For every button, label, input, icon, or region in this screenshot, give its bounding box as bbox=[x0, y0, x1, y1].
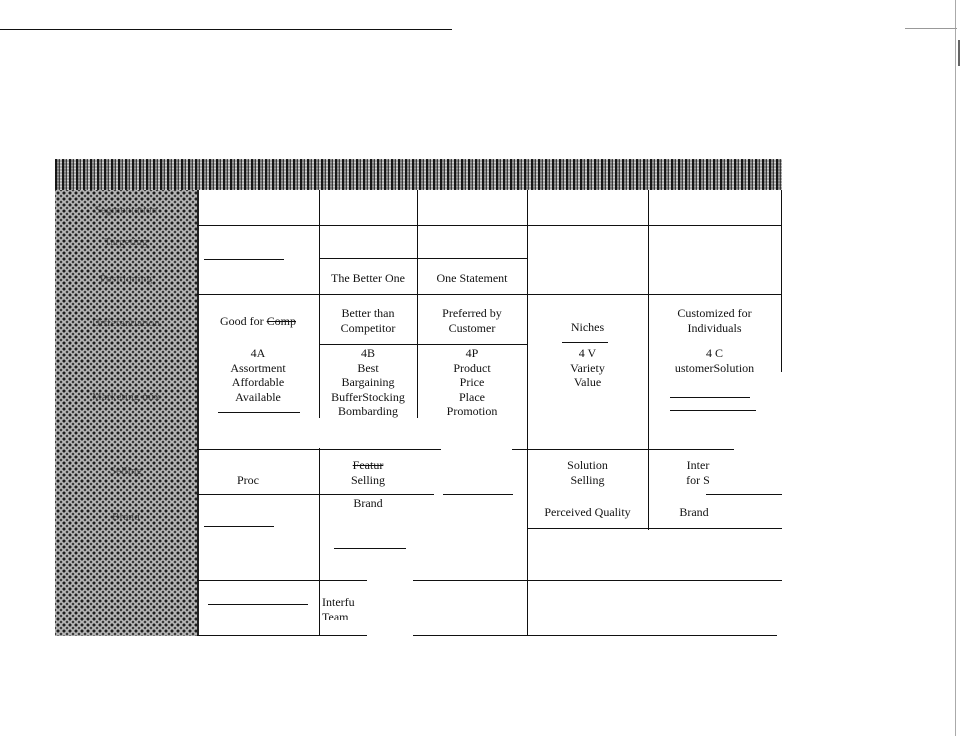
diff-customized-line2: Individuals bbox=[687, 320, 742, 335]
mix-4b-item: Best bbox=[357, 360, 379, 375]
bottom-interfu bbox=[322, 595, 372, 620]
selling-solution-line2: Selling bbox=[570, 472, 605, 487]
grid-h-mix-a bbox=[218, 412, 300, 413]
positioning-better-one: The Better One bbox=[331, 271, 405, 285]
grid-h-row9-a bbox=[197, 580, 367, 581]
row-label-selling: Selling bbox=[109, 465, 143, 477]
mix-4a-item: Assortment bbox=[230, 360, 286, 375]
grid-h-brand-d bbox=[204, 526, 274, 527]
mix-4c-title: 4 C bbox=[705, 346, 723, 360]
diff-preferred-line2: Customer bbox=[448, 320, 496, 335]
grid-h-mix-c1 bbox=[670, 397, 750, 398]
grid-h-mix bbox=[319, 344, 527, 345]
selling-feature-struck: Featur bbox=[352, 458, 384, 472]
mix-4a-item: Available bbox=[235, 389, 281, 404]
mix-4p-item: Place bbox=[459, 389, 485, 404]
diff-customized-line1: Customized for bbox=[677, 306, 752, 320]
selling-solution-line1: Solution bbox=[567, 458, 608, 472]
diff-preferred bbox=[417, 306, 527, 335]
selling-feature bbox=[319, 458, 417, 487]
diff-preferred-line1: Preferred by bbox=[442, 306, 502, 320]
grid-h-mix-c2 bbox=[670, 410, 756, 411]
mix-4b-title: 4B bbox=[360, 346, 375, 360]
top-rule bbox=[0, 29, 452, 30]
grid-h-row8 bbox=[334, 548, 406, 549]
row-label-differentiation: Differentiation bbox=[91, 317, 161, 329]
mix-4p-item: Price bbox=[459, 375, 485, 389]
grid-h-selling-b bbox=[512, 449, 734, 450]
mix-4a-title: 4A bbox=[250, 346, 266, 360]
row-label-column bbox=[55, 190, 199, 636]
diff-better-than-line1: Better than bbox=[341, 306, 395, 320]
diff-better-than bbox=[319, 306, 417, 335]
grid-v-right bbox=[781, 190, 782, 372]
mix-4p-title: 4P bbox=[465, 346, 479, 360]
page-edge-tick bbox=[905, 28, 957, 29]
page-edge-mark bbox=[955, 0, 956, 736]
mix-4b-item: Bombarding bbox=[338, 404, 398, 418]
mix-4c-item: ustomerSolution bbox=[674, 360, 755, 375]
brand-col5: Brand bbox=[679, 505, 709, 519]
grid-h-brand-c bbox=[706, 494, 782, 495]
diff-good-for bbox=[197, 314, 319, 329]
selling-inter-line1: Inter bbox=[686, 458, 710, 472]
mix-4b-item: Bargaining bbox=[341, 375, 395, 389]
bottom-team: Team bbox=[322, 609, 349, 620]
grid-h-diff bbox=[197, 294, 781, 295]
mix-4p-item: Product bbox=[453, 360, 491, 375]
grid-h-targeting bbox=[197, 225, 781, 226]
mix-4a bbox=[197, 346, 319, 404]
grid-v-col4 bbox=[527, 190, 528, 636]
grid-h-row9-c bbox=[208, 604, 308, 605]
positioning-one-statement: One Statement bbox=[436, 271, 508, 285]
brand-col2: Brand bbox=[353, 496, 383, 510]
mix-4v bbox=[527, 346, 648, 390]
selling-feature-line2: Selling bbox=[350, 472, 385, 487]
grid-h-row9-b bbox=[413, 580, 782, 581]
grid-h-pos-b bbox=[319, 258, 527, 259]
row-label-segmentation: Segmentation bbox=[94, 204, 158, 216]
row-label-positioning: Positioning bbox=[99, 273, 153, 285]
selling-inter-line2: for S bbox=[686, 472, 710, 487]
grid-h-brand-b bbox=[443, 494, 513, 495]
selling-solution bbox=[527, 458, 648, 487]
mix-4v-item: Value bbox=[573, 375, 602, 389]
row-label-targeting: Targeting bbox=[104, 236, 148, 248]
row-label-brand: Brand bbox=[112, 511, 140, 523]
mix-4p-item: Promotion bbox=[446, 404, 498, 418]
mix-4v-item: Variety bbox=[570, 360, 605, 375]
mix-4v-title: 4 V bbox=[578, 346, 597, 360]
brand-perceived-quality: Perceived Quality bbox=[544, 505, 631, 519]
mix-4c bbox=[648, 346, 781, 375]
diff-good-for-struck: Comp bbox=[266, 314, 296, 328]
selling-proc: Proc bbox=[237, 473, 259, 487]
diff-good-for-text: Good for bbox=[219, 314, 267, 328]
page-edge-tick-2 bbox=[958, 40, 960, 66]
bottom-interfu-line1: Interfu bbox=[322, 595, 355, 609]
selling-inter bbox=[648, 458, 748, 487]
diff-niches: Niches bbox=[570, 320, 605, 334]
grid-h-selling-a bbox=[197, 449, 441, 450]
grid-h-brand-e bbox=[527, 528, 782, 529]
diff-better-than-line2: Competitor bbox=[340, 320, 396, 335]
mix-4b-item: BufferStocking bbox=[331, 389, 405, 404]
mix-4p bbox=[417, 346, 527, 419]
grid-h-bottom-a bbox=[197, 635, 367, 636]
mix-4b bbox=[319, 346, 417, 419]
diff-customized bbox=[648, 306, 781, 335]
row-label-marketing-mix: Marketing mix bbox=[91, 391, 161, 403]
grid-h-brand-a bbox=[197, 494, 434, 495]
grid-h-mix-v bbox=[562, 342, 608, 343]
mix-4a-item: Affordable bbox=[231, 375, 285, 389]
grid-h-pos-a bbox=[204, 259, 284, 260]
grid-h-bottom-b bbox=[413, 635, 777, 636]
header-band bbox=[55, 159, 782, 190]
